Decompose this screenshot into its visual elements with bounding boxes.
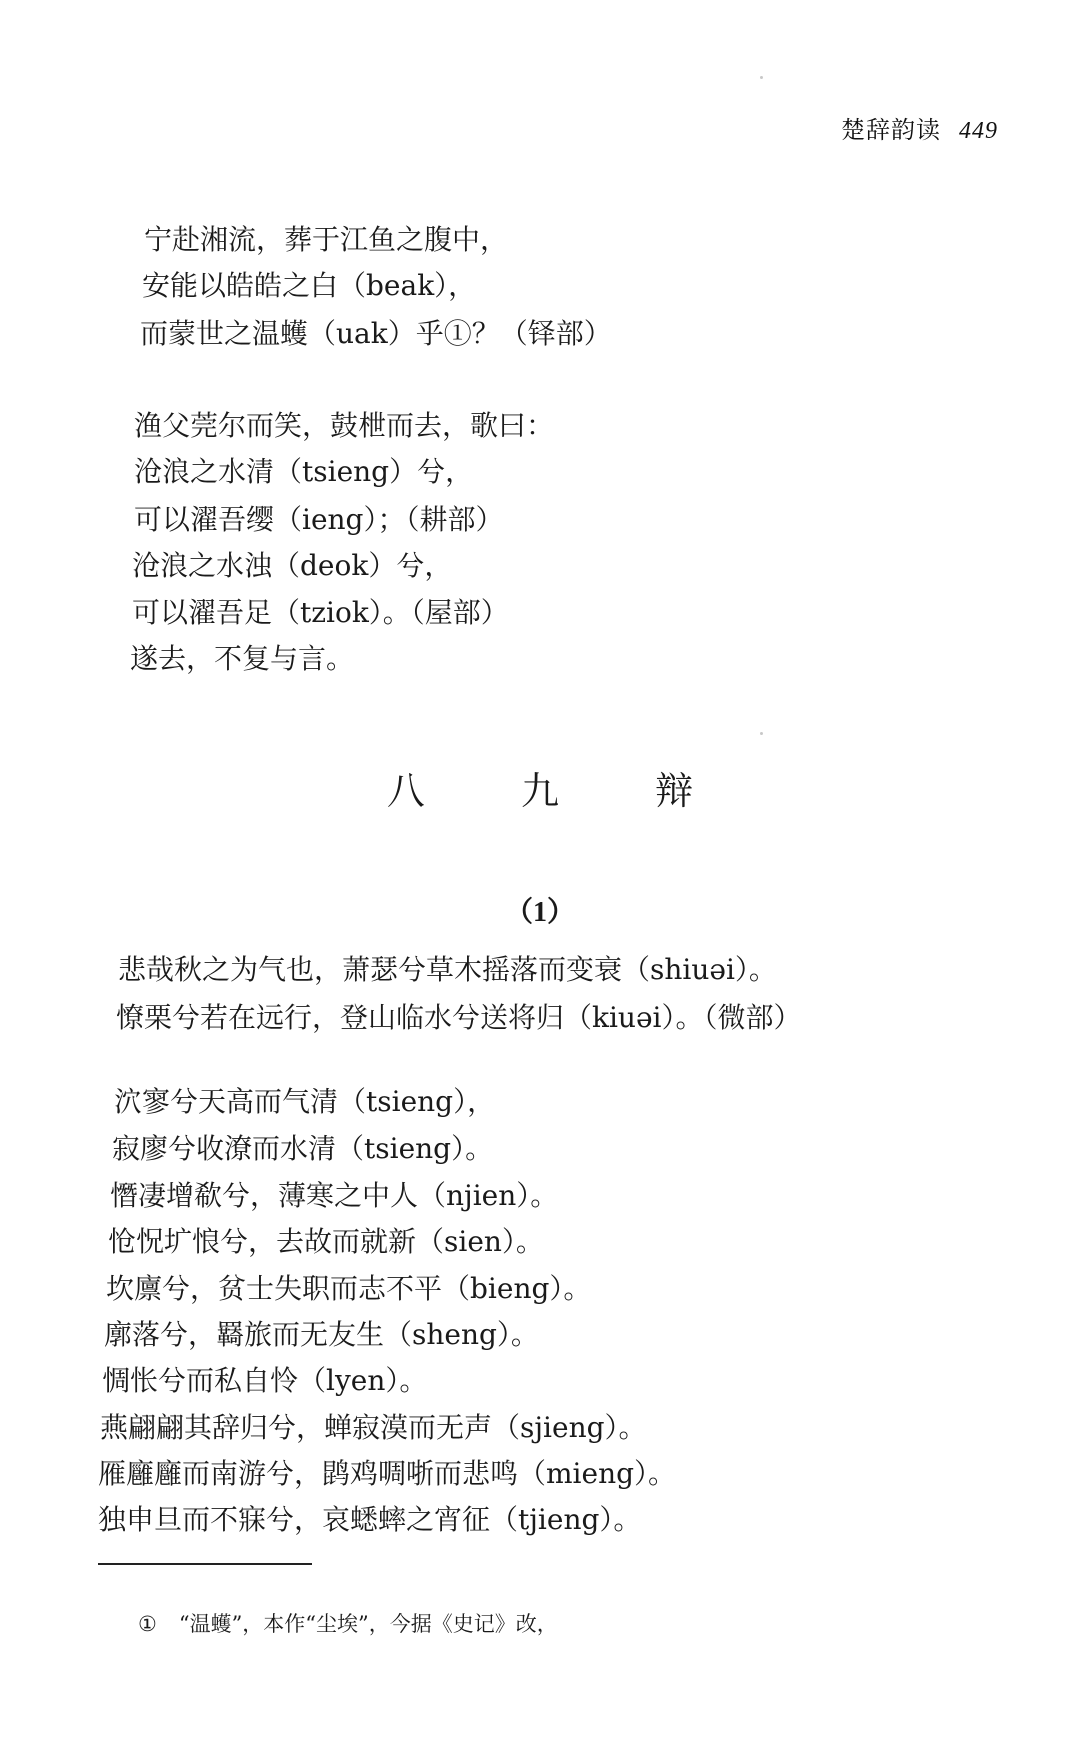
section-subtitle: （1）	[504, 897, 575, 928]
verse-line: 雁廱廱而南游兮，鹍鸡啁哳而悲鸣（mieng）。	[98, 1457, 677, 1490]
verse-line: 悲哉秋之为气也，萧瑟兮草木摇落而变衰（shiuəi）。	[118, 953, 777, 986]
footnote-rule	[98, 1563, 312, 1565]
page-number: 449	[959, 118, 998, 144]
verse-line: 怆怳圹悢兮，去故而就新（sien）。	[108, 1225, 544, 1258]
verse-line: 遂去，不复与言。	[130, 642, 355, 675]
verse-line: 燕翩翩其辞归兮，蝉寂漠而无声（sjieng）。	[100, 1411, 647, 1444]
verse-line: 憭栗兮若在远行，登山临水兮送将归（kiuəi）。（微部）	[116, 1001, 802, 1034]
verse-line: 廓落兮，羇旅而无友生（sheng）。	[104, 1318, 539, 1351]
verse-line: 惆怅兮而私自怜（lyen）。	[102, 1364, 428, 1397]
verse-line: 可以濯吾足（tziok）。（屋部）	[132, 596, 509, 629]
verse-line: 渔父莞尔而笑，鼓枻而去，歌曰：	[134, 409, 555, 442]
verse-line: 寂廖兮收潦而水清（tsieng）。	[112, 1132, 494, 1165]
section-title: 八 九 辩	[386, 769, 736, 813]
running-head	[841, 110, 998, 145]
verse-line: 沧浪之水浊（deok）兮，	[132, 549, 453, 582]
book-title: 楚辞韵读	[841, 116, 941, 144]
verse-line: 泬寥兮天高而气清（tsieng），	[114, 1085, 496, 1118]
verse-line: 宁赴湘流，葬于江鱼之腹中，	[144, 223, 509, 256]
verse-line: 憯凄增欷兮，薄寒之中人（njien）。	[110, 1179, 559, 1212]
footnote-marker: ①	[138, 1612, 157, 1636]
footnote	[138, 1608, 558, 1638]
verse-line: 沧浪之水清（tsieng）兮，	[134, 455, 474, 488]
verse-line: 可以濯吾缨（ieng）；（耕部）	[134, 503, 504, 536]
verse-line: 独申旦而不寐兮，哀蟋蟀之宵征（tjieng）。	[98, 1503, 642, 1536]
verse-line: 而蒙世之温蠖（uak）乎①？（铎部）	[140, 317, 612, 350]
verse-line: 安能以皓皓之白（beak），	[142, 269, 477, 302]
footnote-text: “温蠖”，本作“尘埃”，今据《史记》改，	[178, 1612, 558, 1636]
verse-line: 坎廪兮，贫士失职而志不平（bieng）。	[106, 1272, 592, 1305]
